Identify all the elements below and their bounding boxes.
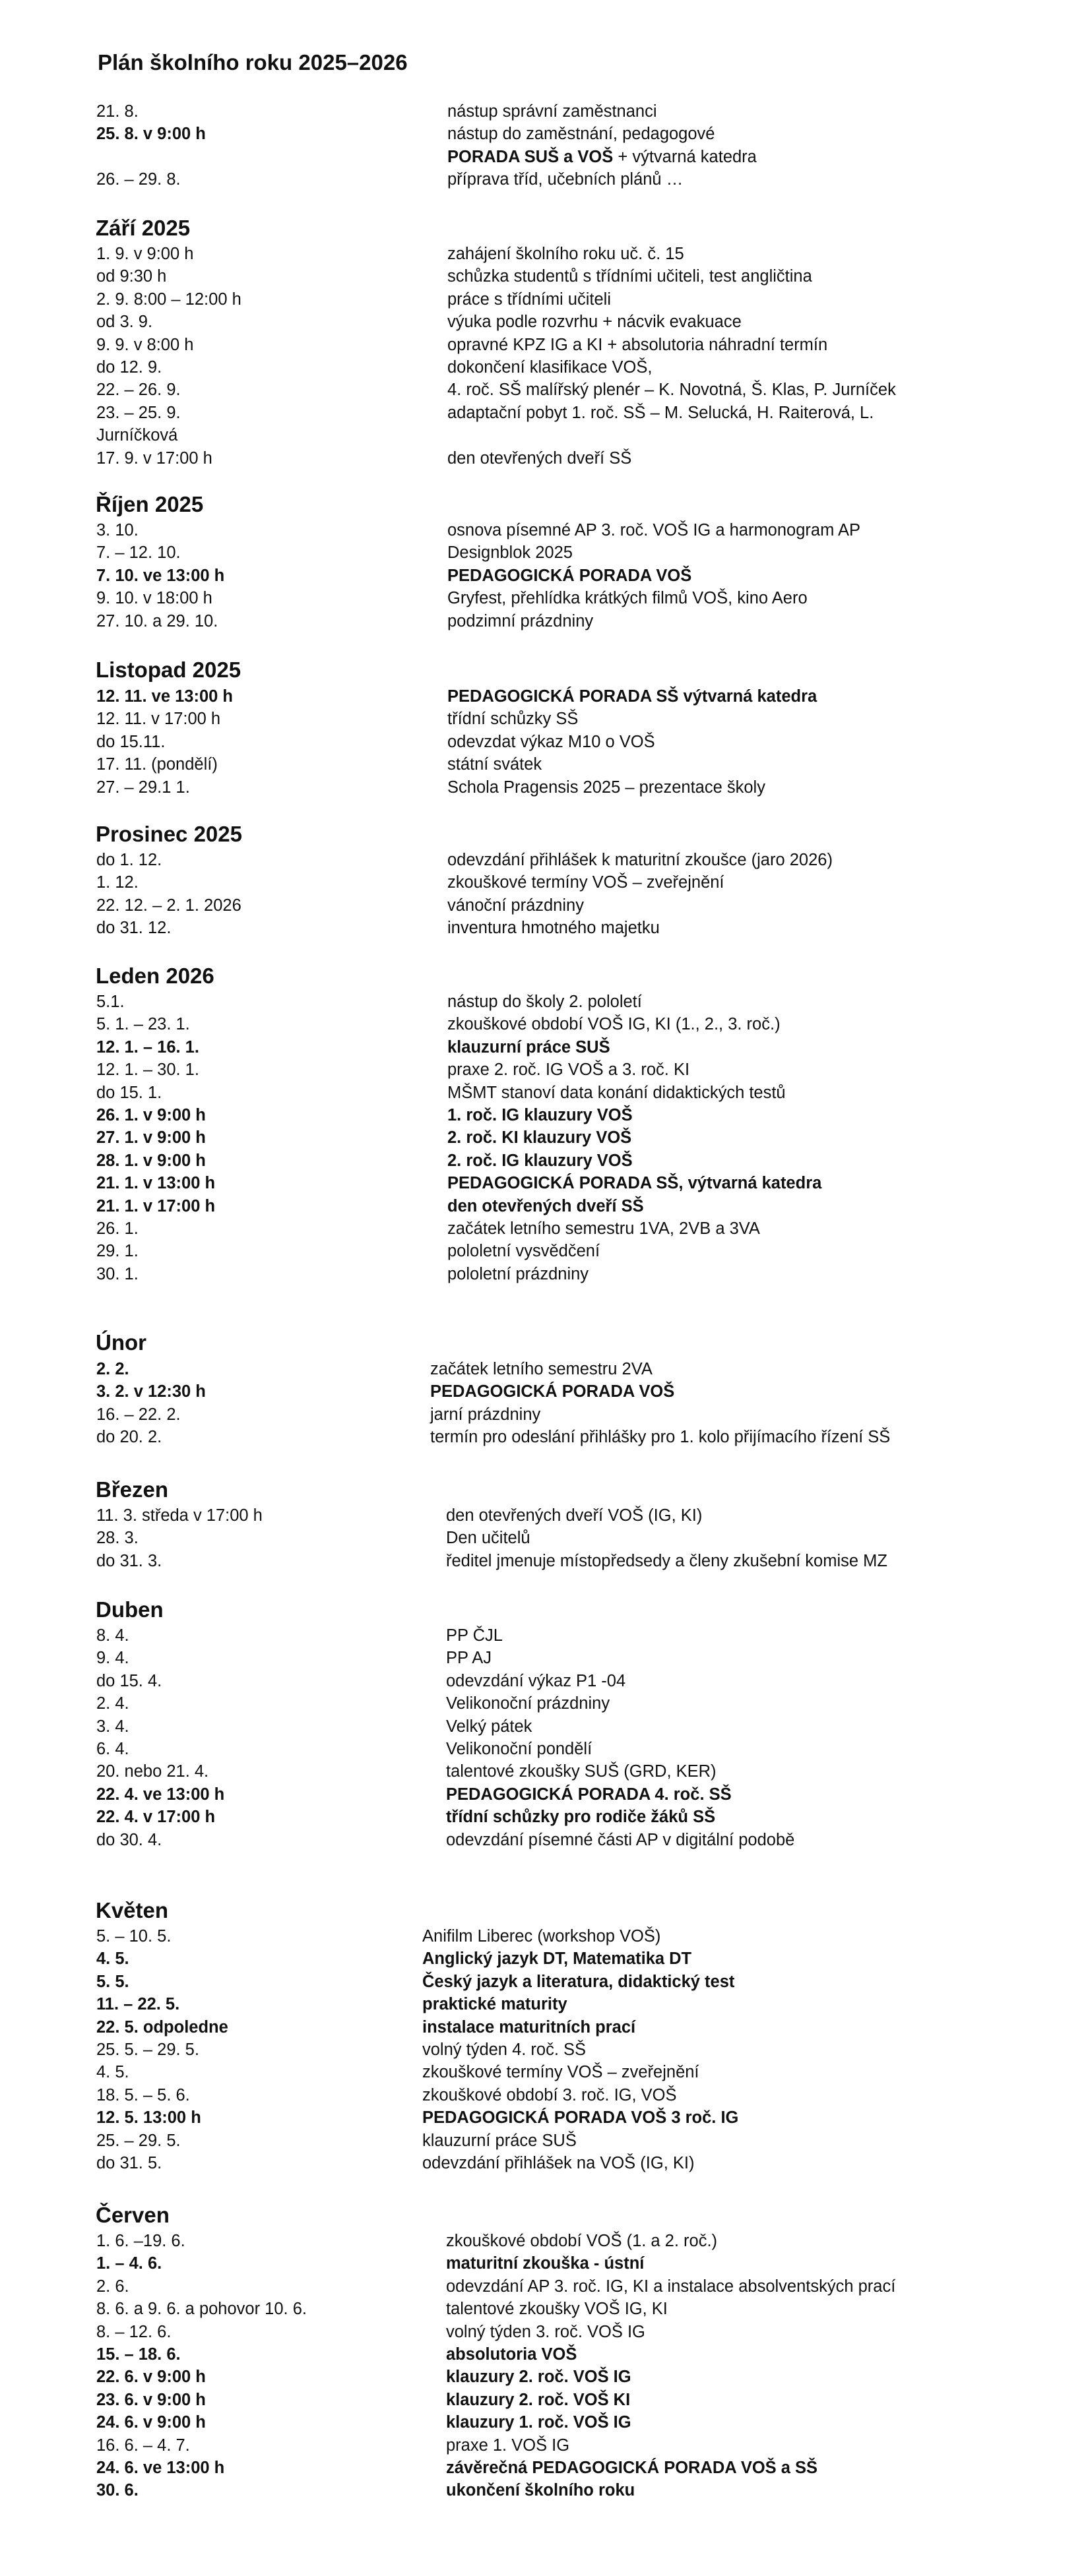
event-description-text: PEDAGOGICKÁ PORADA VOŠ: [430, 1382, 675, 1401]
event-description-text: talentové zkoušky VOŠ IG, KI: [446, 2300, 668, 2319]
event-description: [446, 1648, 492, 1668]
event-date: 26. 1.: [96, 1219, 139, 1238]
event-date: 15. – 18. 6.: [96, 2345, 181, 2364]
event-description: [447, 169, 683, 189]
event-description: [447, 403, 874, 423]
event-description: [447, 850, 833, 870]
event-description: [446, 1830, 794, 1850]
event-description: [430, 1405, 540, 1425]
event-description: [422, 2040, 586, 2060]
event-description: [430, 1427, 890, 1447]
event-description: [447, 1105, 633, 1125]
event-description-text: adaptační pobyt 1. roč. SŠ – M. Selucká, H. Raiterová, L.: [447, 403, 874, 422]
event-description-text: pololetní vysvědčení: [447, 1242, 600, 1261]
event-date: do 15. 1.: [96, 1083, 162, 1102]
event-description-text: Schola Pragensis 2025 – prezentace školy: [447, 778, 765, 797]
event-date: 28. 1. v 9:00 h: [96, 1151, 206, 1170]
event-description: [447, 1014, 781, 1034]
event-description-text: instalace maturitních prací: [422, 2017, 636, 2037]
event-description-text: pololetní prázdniny: [447, 1264, 589, 1283]
event-date: 5. 5.: [96, 1972, 129, 1991]
event-description-text: státní svátek: [447, 755, 542, 774]
event-description: [446, 1739, 592, 1759]
event-date: 1. 12.: [96, 873, 139, 892]
event-date: 21. 8.: [96, 102, 139, 121]
event-description-text: PORADA SUŠ a VOŠ: [447, 147, 614, 166]
event-description-text: zkouškové termíny VOŠ – zveřejnění: [447, 873, 724, 892]
event-description: [447, 357, 652, 377]
event-date: do 31. 12.: [96, 919, 172, 938]
event-description: [447, 1264, 589, 1284]
event-description-text: talentové zkoušky SUŠ (GRD, KER): [446, 1762, 717, 1781]
event-date: 25. 5. – 29. 5.: [96, 2040, 199, 2059]
event-description: [447, 1196, 644, 1216]
event-date: 26. 1. v 9:00 h: [96, 1106, 206, 1124]
event-description-text: odevzdání přihlášek k maturitní zkoušce (jaro 2026): [447, 851, 833, 869]
event-description-text: zkouškové termíny VOŠ – zveřejnění: [422, 2063, 699, 2082]
event-description-text: zkouškové období VOŠ (1. a 2. roč.): [446, 2232, 718, 2250]
event-description: [447, 1037, 610, 1057]
event-date: 25. – 29. 5.: [96, 2131, 181, 2150]
event-description-text: klauzury 2. roč. VOŠ KI: [446, 2390, 631, 2409]
event-description: [447, 588, 808, 608]
event-description-text: odevzdání AP 3. roč. IG, KI a instalace absolventských prací: [446, 2277, 896, 2296]
event-date: 30. 1.: [96, 1264, 139, 1283]
event-description: [446, 2345, 577, 2364]
event-date: 4. 5.: [96, 2063, 129, 2082]
event-date: 17. 9. v 17:00 h: [96, 448, 212, 468]
event-description-text: začátek letního semestru 1VA, 2VB a 3VA: [447, 1219, 760, 1238]
event-date: 27. 10. a 29. 10.: [96, 611, 218, 630]
event-date: 4. 5.: [96, 1949, 129, 1969]
event-description-text: jarní prázdniny: [430, 1405, 541, 1424]
event-description: [447, 1241, 600, 1261]
event-description-text: PP AJ: [446, 1649, 492, 1668]
event-date: 1. – 4. 6.: [96, 2254, 162, 2273]
event-description-text: klauzurní práce SUŠ: [447, 1037, 610, 1057]
event-date: 27. 1. v 9:00 h: [96, 1128, 206, 1148]
event-date: 23. – 25. 9.: [96, 403, 181, 422]
month-heading: Říjen 2025: [96, 492, 204, 516]
event-description: [446, 2412, 631, 2432]
event-description: [447, 543, 573, 563]
event-description-text: PP ČJL: [446, 1626, 503, 1645]
event-date: 9. 9. v 8:00 h: [96, 335, 194, 354]
event-date: 7. – 12. 10.: [96, 543, 181, 563]
event-description: [447, 244, 684, 264]
event-description-text: volný týden 4. roč. SŠ: [422, 2040, 587, 2059]
event-description: [447, 380, 896, 400]
month-heading: Duben: [96, 1597, 164, 1622]
event-description-text: odevzdání písemné části AP v digitální podobě: [446, 1830, 795, 1849]
event-description-text: Den učitelů: [446, 1529, 530, 1548]
event-date: 16. – 22. 2.: [96, 1405, 181, 1424]
event-description: [446, 1506, 702, 1525]
event-description: [422, 1949, 691, 1969]
event-date: Jurníčková: [96, 426, 178, 445]
month-heading: Listopad 2025: [96, 658, 241, 682]
event-description-text: schůzka studentů s třídními učiteli, test angličtina: [447, 267, 812, 286]
event-description-text: 2. roč. IG klauzury VOŠ: [447, 1151, 633, 1170]
event-description: [447, 335, 827, 355]
event-description-text: MŠMT stanoví data konání didaktických testů: [447, 1083, 786, 1102]
event-date: 22. 4. ve 13:00 h: [96, 1785, 225, 1804]
event-description: [447, 873, 724, 892]
event-description: [447, 1219, 760, 1239]
event-description: [447, 1173, 821, 1193]
event-description-text: zkouškové období 3. roč. IG, VOŠ: [422, 2085, 677, 2104]
event-date: do 15.11.: [96, 732, 166, 751]
event-description: [447, 520, 860, 540]
event-date: 7. 10. ve 13:00 h: [96, 566, 225, 585]
event-description-text: nástup správní zaměstnanci: [447, 102, 657, 121]
event-description: [446, 1528, 530, 1548]
event-description-text: absolutoria VOŠ: [446, 2345, 577, 2364]
event-description-text: 1. roč. IG klauzury VOŠ: [447, 1106, 633, 1124]
event-description-text: Anglický jazyk DT, Matematika DT: [422, 1949, 692, 1969]
event-description: [447, 448, 631, 468]
event-description: [422, 1972, 734, 1992]
event-date: 1. 6. –19. 6.: [96, 2232, 185, 2250]
event-description: [422, 1926, 660, 1946]
month-heading: Květen: [96, 1898, 169, 1922]
event-description-text: volný týden 3. roč. VOŠ IG: [446, 2322, 645, 2341]
event-date: 21. 1. v 13:00 h: [96, 1174, 216, 1193]
event-description-text: odevzdání přihlášek na VOŠ (IG, KI): [422, 2154, 695, 2172]
event-date: 22. 6. v 9:00 h: [96, 2368, 206, 2387]
event-date: 2. 4.: [96, 1694, 129, 1713]
event-date: od 9:30 h: [96, 267, 167, 286]
event-description: [446, 2480, 635, 2500]
document-title: Plán školního roku 2025–2026: [98, 50, 408, 75]
event-description: [446, 2436, 569, 2455]
event-description-text: 2. roč. KI klauzury VOŠ: [447, 1128, 632, 1148]
event-date: 11. – 22. 5.: [96, 1995, 180, 2014]
event-description-text: začátek letního semestru 2VA: [430, 1360, 653, 1378]
event-description-text: odevzdání výkaz P1 -04: [446, 1671, 626, 1690]
event-description: [446, 1671, 625, 1691]
event-date: 20. nebo 21. 4.: [96, 1762, 209, 1781]
event-description: [447, 102, 657, 121]
event-description-text: den otevřených dveří SŠ: [447, 448, 632, 468]
event-description-text: zkouškové období VOŠ IG, KI (1., 2., 3. roč.): [447, 1015, 781, 1034]
event-description: [422, 1994, 567, 2014]
event-description-text: práce s třídními učiteli: [447, 290, 612, 309]
event-description: [447, 1060, 689, 1080]
event-date: 9. 10. v 18:00 h: [96, 589, 212, 608]
event-description: [447, 687, 817, 706]
event-date: do 1. 12.: [96, 851, 162, 869]
event-description-text: praxe 2. roč. IG VOŠ a 3. roč. KI: [447, 1060, 690, 1080]
event-description: [446, 1807, 715, 1827]
event-description-text: opravné KPZ IG a KI + absolutoria náhradní termín: [447, 335, 828, 354]
event-description: [447, 709, 578, 729]
event-description: [446, 2322, 645, 2342]
event-date: 6. 4.: [96, 1740, 129, 1758]
event-date: 2. 2.: [96, 1360, 129, 1378]
event-description-text: třídní schůzky SŠ: [447, 710, 579, 729]
event-description: [422, 2017, 635, 2037]
event-description: [447, 1151, 633, 1171]
event-date: do 20. 2.: [96, 1428, 162, 1447]
event-description-text: třídní schůzky pro rodiče žáků SŠ: [446, 1808, 716, 1827]
event-date: do 31. 3.: [96, 1551, 162, 1570]
event-description: [430, 1359, 653, 1379]
event-date: 28. 3.: [96, 1529, 139, 1548]
event-date: do 15. 4.: [96, 1671, 162, 1690]
event-date: 3. 4.: [96, 1717, 129, 1736]
event-date: 26. – 29. 8.: [96, 170, 181, 189]
event-description-text: PEDAGOGICKÁ PORADA SŠ výtvarná katedra: [447, 687, 817, 706]
event-date: 24. 6. v 9:00 h: [96, 2413, 206, 2432]
event-description-text: PEDAGOGICKÁ PORADA VOŠ: [447, 566, 692, 585]
month-heading: Prosinec 2025: [96, 822, 242, 846]
event-description-text: Designblok 2025: [447, 543, 573, 563]
event-description: [446, 2299, 668, 2319]
event-description: [446, 2277, 895, 2296]
event-date: 22. 12. – 2. 1. 2026: [96, 896, 241, 915]
event-description-text: ředitel jmenuje místopředsedy a členy zkušební komise MZ: [446, 1551, 887, 1570]
event-description: [447, 754, 542, 774]
event-description-text: praktické maturity: [422, 1995, 567, 2014]
event-description-text: termín pro odeslání přihlášky pro 1. kolo přijímacího řízení SŠ: [430, 1428, 891, 1447]
event-description-text: 4. roč. SŠ malířský plenér – K. Novotná, Š. Klas, P. Jurníček: [447, 381, 896, 400]
event-description-text: klauzury 2. roč. VOŠ IG: [446, 2368, 631, 2387]
event-date: 2. 6.: [96, 2277, 129, 2296]
event-description-text: PEDAGOGICKÁ PORADA VOŠ 3 roč. IG: [422, 2108, 739, 2128]
month-heading: Září 2025: [96, 216, 191, 240]
event-description-text: ukončení školního roku: [446, 2481, 635, 2500]
event-description-text: Velký pátek: [446, 1717, 532, 1736]
event-description-text: dokončení klasifikace VOŠ,: [447, 358, 653, 377]
event-date: 23. 6. v 9:00 h: [96, 2390, 206, 2409]
event-description-text: nástup do školy 2. pololetí: [447, 993, 642, 1011]
event-description-text: odevzdat výkaz M10 o VOŠ: [447, 732, 655, 751]
event-description: [446, 1762, 717, 1781]
event-description-text: Český jazyk a literatura, didaktický test: [422, 1972, 735, 1991]
event-date: 9. 4.: [96, 1649, 129, 1668]
event-description-text: Anifilm Liberec (workshop VOŠ): [422, 1927, 661, 1946]
event-date: 27. – 29.1 1.: [96, 778, 190, 797]
event-description-text: vánoční prázdniny: [447, 896, 584, 915]
event-description-text: zahájení školního roku uč. č. 15: [447, 245, 684, 263]
event-date: 17. 11. (pondělí): [96, 755, 218, 774]
event-description-text: klauzury 1. roč. VOŠ IG: [446, 2413, 631, 2432]
event-description-text: Gryfest, přehlídka krátkých filmů VOŠ, kino Aero: [447, 589, 808, 608]
month-heading: Červen: [96, 2203, 170, 2227]
event-description: [446, 1785, 732, 1804]
event-description-text: podzimní prázdniny: [447, 611, 594, 630]
event-description-text: PEDAGOGICKÁ PORADA SŠ, výtvarná katedra: [447, 1174, 822, 1193]
event-description-suffix: + výtvarná katedra: [613, 147, 757, 166]
event-description: [446, 2367, 631, 2387]
month-heading: Únor: [96, 1330, 146, 1355]
event-description: [447, 124, 715, 144]
event-description: [447, 1083, 786, 1103]
event-description-text: Velikonoční pondělí: [446, 1740, 592, 1758]
event-date: 5. 1. – 23. 1.: [96, 1015, 190, 1034]
event-description: [447, 778, 765, 797]
event-description-text: den otevřených dveří SŠ: [447, 1196, 644, 1215]
event-date: 12. 1. – 30. 1.: [96, 1060, 199, 1080]
event-date: 12. 11. v 17:00 h: [96, 710, 221, 729]
event-date: do 30. 4.: [96, 1830, 162, 1849]
event-date: 22. 4. v 17:00 h: [96, 1808, 216, 1827]
event-description: [446, 1694, 610, 1713]
event-date: 11. 3. středa v 17:00 h: [96, 1506, 263, 1525]
event-description-text: inventura hmotného majetku: [447, 919, 660, 938]
event-description: [447, 266, 812, 286]
event-date: 12. 1. – 16. 1.: [96, 1037, 199, 1057]
event-description: [447, 992, 642, 1012]
event-date: do 12. 9.: [96, 358, 162, 377]
event-description: [422, 2153, 694, 2173]
event-date: 25. 8. v 9:00 h: [96, 125, 206, 144]
event-date: 24. 6. ve 13:00 h: [96, 2459, 225, 2477]
event-description: [446, 2254, 644, 2273]
event-date: 22. – 26. 9.: [96, 381, 181, 400]
event-date: 16. 6. – 4. 7.: [96, 2436, 190, 2455]
event-description-text: PEDAGOGICKÁ PORADA 4. roč. SŠ: [446, 1785, 732, 1804]
event-description: [422, 2062, 699, 2082]
event-description: [446, 1626, 503, 1645]
event-date: 3. 2. v 12:30 h: [96, 1382, 206, 1401]
event-description-text: nástup do zaměstnání, pedagogové: [447, 125, 715, 144]
event-description-text: den otevřených dveří VOŠ (IG, KI): [446, 1506, 703, 1525]
event-description: [422, 2085, 677, 2105]
event-description: [430, 1382, 674, 1401]
event-date: 12. 11. ve 13:00 h: [96, 687, 233, 706]
event-date: 2. 9. 8:00 – 12:00 h: [96, 290, 241, 309]
event-description: [422, 2131, 577, 2151]
event-description: [447, 147, 757, 167]
event-date: 8. 4.: [96, 1626, 129, 1645]
event-date: 5.1.: [96, 993, 125, 1011]
event-date: do 31. 5.: [96, 2154, 162, 2172]
event-description-text: výuka podle rozvrhu + nácvik evakuace: [447, 313, 742, 332]
event-description: [446, 2390, 630, 2410]
event-description: [446, 2458, 817, 2478]
event-date: 22. 5. odpoledne: [96, 2017, 228, 2037]
event-description: [447, 732, 655, 752]
month-heading: Leden 2026: [96, 964, 214, 988]
event-date: 1. 9. v 9:00 h: [96, 245, 194, 263]
event-description-text: praxe 1. VOŠ IG: [446, 2436, 570, 2455]
event-description: [447, 896, 584, 915]
event-date: 12. 5. 13:00 h: [96, 2108, 201, 2128]
event-date: 29. 1.: [96, 1242, 139, 1261]
month-heading: Březen: [96, 1477, 169, 1502]
event-date: 8. 6. a 9. 6. a pohovor 10. 6.: [96, 2300, 307, 2319]
event-date: 3. 10.: [96, 521, 139, 539]
event-description-text: příprava tříd, učebních plánů …: [447, 170, 684, 189]
event-description-text: maturitní zkouška - ústní: [446, 2254, 645, 2273]
event-date: 5. – 10. 5.: [96, 1927, 172, 1946]
event-date: 18. 5. – 5. 6.: [96, 2085, 190, 2104]
event-description: [447, 1128, 631, 1148]
event-date: 21. 1. v 17:00 h: [96, 1196, 216, 1215]
event-description: [447, 290, 611, 309]
event-description: [446, 1551, 887, 1571]
event-description-text: závěrečná PEDAGOGICKÁ PORADA VOŠ a SŠ: [446, 2459, 818, 2477]
event-description-text: klauzurní práce SUŠ: [422, 2131, 577, 2150]
event-date: 30. 6.: [96, 2481, 139, 2500]
event-description: [447, 611, 593, 631]
event-description: [446, 2231, 717, 2251]
event-description: [447, 312, 742, 332]
event-description: [446, 1717, 532, 1736]
event-description-text: osnova písemné AP 3. roč. VOŠ IG a harmonogram AP: [447, 521, 861, 539]
event-description: [422, 2108, 738, 2128]
event-description: [447, 566, 691, 586]
event-description-text: Velikonoční prázdniny: [446, 1694, 610, 1713]
event-date: 8. – 12. 6.: [96, 2322, 172, 2341]
event-date: od 3. 9.: [96, 313, 153, 332]
event-description: [447, 918, 660, 938]
